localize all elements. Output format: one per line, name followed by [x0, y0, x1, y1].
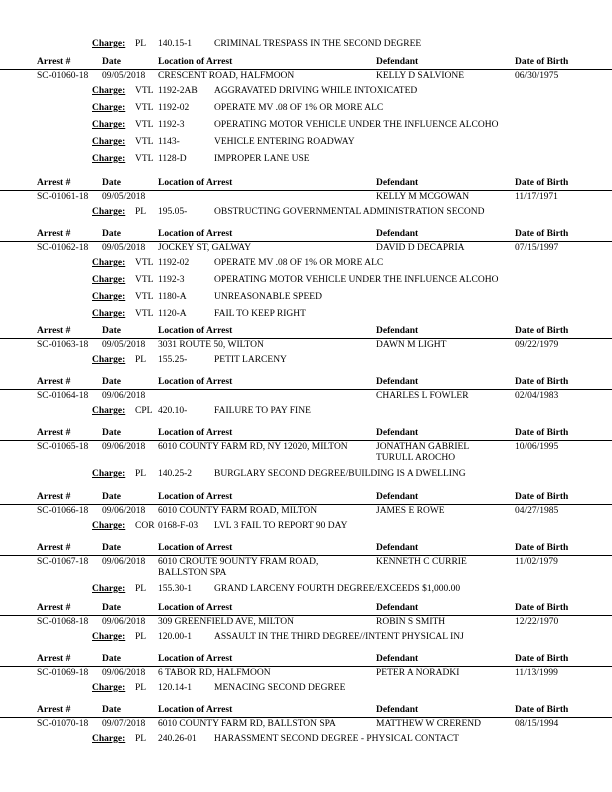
record-row — [0, 556, 612, 580]
record-header — [0, 705, 612, 718]
charge-code: 155.25- — [158, 355, 188, 365]
record-dob: 09/22/1979 — [515, 340, 559, 350]
record-arrest: SC-01062-18 — [37, 243, 89, 253]
header-location: Location of Arrest — [158, 492, 233, 502]
header-dob: Date of Birth — [515, 705, 569, 715]
record-dob: 12/22/1970 — [515, 617, 559, 627]
header-defendant: Defendant — [376, 705, 419, 715]
record-header — [0, 654, 612, 667]
charge-description: OPERATING MOTOR VEHICLE UNDER THE INFLUENCE ALCOHO — [214, 275, 499, 285]
charge-description: MENACING SECOND DEGREE — [214, 683, 346, 693]
charge-line — [0, 730, 612, 747]
charge-law: VTL — [135, 137, 154, 147]
charge-line — [0, 288, 612, 305]
record-dob: 07/15/1997 — [515, 243, 559, 253]
charge-code: 1192-3 — [158, 275, 185, 285]
charge-line — [0, 254, 612, 271]
header-location: Location of Arrest — [158, 654, 233, 664]
header-location: Location of Arrest — [158, 326, 233, 336]
charge-code: 1180-A — [158, 292, 187, 302]
charge-code: 195.05- — [158, 207, 188, 217]
charge-law: VTL — [135, 120, 154, 130]
header-dob: Date of Birth — [515, 428, 569, 438]
arrest-record — [0, 492, 612, 534]
record-row — [0, 667, 612, 679]
record-defendant: ROBIN S SMITH — [376, 617, 446, 627]
header-location: Location of Arrest — [158, 428, 233, 438]
header-date: Date — [102, 705, 121, 715]
charge-law: CPL — [135, 406, 153, 416]
charge-line — [0, 150, 612, 167]
charge-label: Charge: — [92, 355, 126, 365]
header-location: Location of Arrest — [158, 178, 233, 188]
header-dob: Date of Birth — [515, 326, 569, 336]
record-arrest: SC-01060-18 — [37, 71, 89, 81]
record-date: 09/06/2018 — [102, 557, 146, 567]
charge-line — [0, 35, 612, 52]
record-defendant: KELLY D SALVIONE — [376, 71, 465, 81]
charge-code: 1192-3 — [158, 120, 185, 130]
charge-code: 140.25-2 — [158, 469, 193, 479]
charge-description: OPERATING MOTOR VEHICLE UNDER THE INFLUENCE ALCOHO — [214, 120, 499, 130]
charge-line — [0, 305, 612, 322]
record-location: 6010 COUNTY FARM ROAD, MILTON — [158, 506, 318, 516]
charge-code: 0168-F-03 — [158, 521, 199, 531]
charge-label: Charge: — [92, 154, 126, 164]
record-row — [0, 505, 612, 517]
record-defendant: DAWN M LIGHT — [376, 340, 447, 350]
charge-label: Charge: — [92, 103, 126, 113]
record-dob: 11/02/1979 — [515, 557, 558, 567]
charge-description: OPERATE MV .08 OF 1% OR MORE ALC — [214, 258, 384, 268]
charge-law: VTL — [135, 103, 154, 113]
arrest-record — [0, 326, 612, 368]
charge-code: 140.15-1 — [158, 39, 193, 49]
record-defendant: JONATHAN GABRIEL TURULL AROCHO — [376, 442, 469, 463]
header-arrest: Arrest # — [37, 377, 71, 387]
arrest-record — [0, 178, 612, 220]
record-location: 6010 COUNTY FARM RD, BALLSTON SPA — [158, 719, 336, 729]
charge-label: Charge: — [92, 683, 126, 693]
header-date: Date — [102, 377, 121, 387]
record-location: 309 GREENFIELD AVE, MILTON — [158, 617, 294, 627]
arrest-record — [0, 377, 612, 419]
header-location: Location of Arrest — [158, 229, 233, 239]
charge-label: Charge: — [92, 275, 126, 285]
record-row — [0, 70, 612, 82]
header-dob: Date of Birth — [515, 229, 569, 239]
record-row — [0, 616, 612, 628]
charge-line — [0, 82, 612, 99]
arrest-record — [0, 229, 612, 322]
charge-label: Charge: — [92, 292, 126, 302]
header-arrest: Arrest # — [37, 492, 71, 502]
header-arrest: Arrest # — [37, 326, 71, 336]
record-dob: 10/06/1995 — [515, 442, 559, 452]
record-location: JOCKEY ST, GALWAY — [158, 243, 252, 253]
record-header — [0, 603, 612, 616]
record-arrest: SC-01065-18 — [37, 442, 89, 452]
header-date: Date — [102, 57, 121, 67]
record-date: 09/06/2018 — [102, 506, 146, 516]
arrest-record — [0, 603, 612, 645]
record-row — [0, 390, 612, 402]
header-defendant: Defendant — [376, 654, 419, 664]
header-dob: Date of Birth — [515, 57, 569, 67]
charge-law: VTL — [135, 154, 154, 164]
header-date: Date — [102, 178, 121, 188]
charge-label: Charge: — [92, 258, 126, 268]
charge-label: Charge: — [92, 521, 126, 531]
charge-label: Charge: — [92, 86, 126, 96]
header-defendant: Defendant — [376, 326, 419, 336]
record-dob: 06/30/1975 — [515, 71, 559, 81]
record-date: 09/06/2018 — [102, 617, 146, 627]
header-defendant: Defendant — [376, 57, 419, 67]
charge-description: AGGRAVATED DRIVING WHILE INTOXICATED — [214, 86, 418, 96]
charge-line — [0, 402, 612, 419]
charge-label: Charge: — [92, 137, 126, 147]
charge-description: CRIMINAL TRESPASS IN THE SECOND DEGREE — [214, 39, 422, 49]
record-row — [0, 441, 612, 465]
record-location: 6010 CROUTE 9OUNTY FRAM ROAD, BALLSTON SPA — [158, 557, 319, 578]
record-arrest: SC-01069-18 — [37, 668, 89, 678]
charge-law: PL — [135, 683, 147, 693]
charge-code: 240.26-01 — [158, 734, 197, 744]
record-dob: 11/17/1971 — [515, 192, 558, 202]
record-arrest: SC-01064-18 — [37, 391, 89, 401]
charge-code: 1192-02 — [158, 258, 190, 268]
charge-label: Charge: — [92, 734, 126, 744]
header-defendant: Defendant — [376, 492, 419, 502]
charge-line — [0, 679, 612, 696]
record-arrest: SC-01070-18 — [37, 719, 89, 729]
record-dob: 04/27/1985 — [515, 506, 559, 516]
record-row — [0, 242, 612, 254]
charge-description: GRAND LARCENY FOURTH DEGREE/EXCEEDS $1,000.00 — [214, 584, 461, 594]
charge-line — [0, 271, 612, 288]
record-row — [0, 191, 612, 203]
charge-label: Charge: — [92, 207, 126, 217]
record-header — [0, 326, 612, 339]
record-date: 09/05/2018 — [102, 192, 146, 202]
record-date: 09/06/2018 — [102, 442, 146, 452]
charge-description: PETIT LARCENY — [214, 355, 287, 365]
charge-description: IMPROPER LANE USE — [214, 154, 310, 164]
charge-label: Charge: — [92, 469, 126, 479]
record-location: 6010 COUNTY FARM RD, NY 12020, MILTON — [158, 442, 348, 452]
header-arrest: Arrest # — [37, 543, 71, 553]
header-date: Date — [102, 654, 121, 664]
charge-description: FAILURE TO PAY FINE — [214, 406, 311, 416]
charge-law: PL — [135, 355, 147, 365]
charge-code: 1120-A — [158, 309, 187, 319]
record-arrest: SC-01067-18 — [37, 557, 89, 567]
record-location: 6 TABOR RD, HALFMOON — [158, 668, 271, 678]
record-header — [0, 57, 612, 70]
header-defendant: Defendant — [376, 229, 419, 239]
header-date: Date — [102, 603, 121, 613]
record-location: 3031 ROUTE 50, WILTON — [158, 340, 264, 350]
header-dob: Date of Birth — [515, 377, 569, 387]
charge-law: VTL — [135, 258, 154, 268]
record-header — [0, 229, 612, 242]
header-defendant: Defendant — [376, 603, 419, 613]
record-date: 09/07/2018 — [102, 719, 146, 729]
charge-code: 155.30-1 — [158, 584, 193, 594]
header-defendant: Defendant — [376, 428, 419, 438]
header-arrest: Arrest # — [37, 57, 71, 67]
record-date: 09/05/2018 — [102, 71, 146, 81]
header-arrest: Arrest # — [37, 705, 71, 715]
arrest-record — [0, 57, 612, 167]
charge-line — [0, 133, 612, 150]
charge-law: PL — [135, 734, 147, 744]
record-header — [0, 492, 612, 505]
header-date: Date — [102, 229, 121, 239]
charge-label: Charge: — [92, 120, 126, 130]
record-row — [0, 718, 612, 730]
record-defendant: JAMES E ROWE — [376, 506, 445, 516]
record-header — [0, 543, 612, 556]
header-arrest: Arrest # — [37, 229, 71, 239]
charge-line — [0, 99, 612, 116]
record-dob: 08/15/1994 — [515, 719, 559, 729]
charge-label: Charge: — [92, 39, 126, 49]
charge-label: Charge: — [92, 632, 126, 642]
charge-law: VTL — [135, 275, 154, 285]
arrest-record — [0, 543, 612, 597]
charge-law: PL — [135, 584, 147, 594]
record-row — [0, 339, 612, 351]
charge-code: 1143- — [158, 137, 180, 147]
charge-code: 1192-02 — [158, 103, 190, 113]
record-arrest: SC-01066-18 — [37, 506, 89, 516]
record-arrest: SC-01061-18 — [37, 192, 89, 202]
header-location: Location of Arrest — [158, 705, 233, 715]
record-dob: 02/04/1983 — [515, 391, 559, 401]
arrest-record — [0, 428, 612, 482]
header-location: Location of Arrest — [158, 377, 233, 387]
record-defendant: DAVID D DECAPRIA — [376, 243, 465, 253]
header-dob: Date of Birth — [515, 178, 569, 188]
header-arrest: Arrest # — [37, 428, 71, 438]
charge-description: ASSAULT IN THE THIRD DEGREE//INTENT PHYSICAL INJ — [214, 632, 464, 642]
record-date: 09/05/2018 — [102, 243, 146, 253]
record-header — [0, 377, 612, 390]
charge-code: 120.00-1 — [158, 632, 193, 642]
record-defendant: KENNETH C CURRIE — [376, 557, 467, 567]
charge-line — [0, 628, 612, 645]
record-dob: 11/13/1999 — [515, 668, 558, 678]
charge-law: VTL — [135, 309, 154, 319]
charge-law: PL — [135, 207, 147, 217]
record-defendant: KELLY M MCGOWAN — [376, 192, 470, 202]
arrest-record — [0, 705, 612, 747]
record-arrest: SC-01063-18 — [37, 340, 89, 350]
charge-law: VTL — [135, 292, 154, 302]
charge-line — [0, 580, 612, 597]
charge-description: LVL 3 FAIL TO REPORT 90 DAY — [214, 521, 348, 531]
charge-code: 1128-D — [158, 154, 187, 164]
charge-law: PL — [135, 39, 147, 49]
charge-line — [0, 351, 612, 368]
header-dob: Date of Birth — [515, 492, 569, 502]
charge-code: 1192-2AB — [158, 86, 198, 96]
record-location: CRESCENT ROAD, HALFMOON — [158, 71, 295, 81]
header-date: Date — [102, 428, 121, 438]
record-date: 09/06/2018 — [102, 668, 146, 678]
charge-description: OBSTRUCTING GOVERNMENTAL ADMINISTRATION SECOND — [214, 207, 485, 217]
charge-description: UNREASONABLE SPEED — [214, 292, 322, 302]
record-defendant: PETER A NORADKI — [376, 668, 460, 678]
record-header — [0, 428, 612, 441]
header-location: Location of Arrest — [158, 603, 233, 613]
charge-label: Charge: — [92, 584, 126, 594]
arrest-record — [0, 654, 612, 696]
header-defendant: Defendant — [376, 543, 419, 553]
header-dob: Date of Birth — [515, 654, 569, 664]
charge-law: PL — [135, 632, 147, 642]
header-date: Date — [102, 492, 121, 502]
charge-law: COR — [135, 521, 155, 531]
charge-law: VTL — [135, 86, 154, 96]
charge-description: BURGLARY SECOND DEGREE/BUILDING IS A DWELLING — [214, 469, 466, 479]
header-date: Date — [102, 326, 121, 336]
charge-line — [0, 203, 612, 220]
header-arrest: Arrest # — [37, 603, 71, 613]
record-defendant: MATTHEW W CREREND — [376, 719, 482, 729]
record-date: 09/06/2018 — [102, 391, 146, 401]
charge-law: PL — [135, 469, 147, 479]
charge-description: OPERATE MV .08 OF 1% OR MORE ALC — [214, 103, 384, 113]
header-location: Location of Arrest — [158, 543, 233, 553]
charge-line — [0, 465, 612, 482]
charge-description: VEHICLE ENTERING ROADWAY — [214, 137, 355, 147]
record-defendant: CHARLES L FOWLER — [376, 391, 469, 401]
header-defendant: Defendant — [376, 178, 419, 188]
charge-code: 420.10- — [158, 406, 188, 416]
charge-description: FAIL TO KEEP RIGHT — [214, 309, 306, 319]
record-date: 09/05/2018 — [102, 340, 146, 350]
header-arrest: Arrest # — [37, 178, 71, 188]
charge-description: HARASSMENT SECOND DEGREE - PHYSICAL CONTACT — [214, 734, 459, 744]
record-arrest: SC-01068-18 — [37, 617, 89, 627]
header-arrest: Arrest # — [37, 654, 71, 664]
header-dob: Date of Birth — [515, 603, 569, 613]
header-defendant: Defendant — [376, 377, 419, 387]
record-header — [0, 178, 612, 191]
charge-code: 120.14-1 — [158, 683, 193, 693]
header-date: Date — [102, 543, 121, 553]
header-location: Location of Arrest — [158, 57, 233, 67]
charge-label: Charge: — [92, 309, 126, 319]
header-dob: Date of Birth — [515, 543, 569, 553]
charge-line — [0, 116, 612, 133]
charge-line — [0, 517, 612, 534]
charge-label: Charge: — [92, 406, 126, 416]
